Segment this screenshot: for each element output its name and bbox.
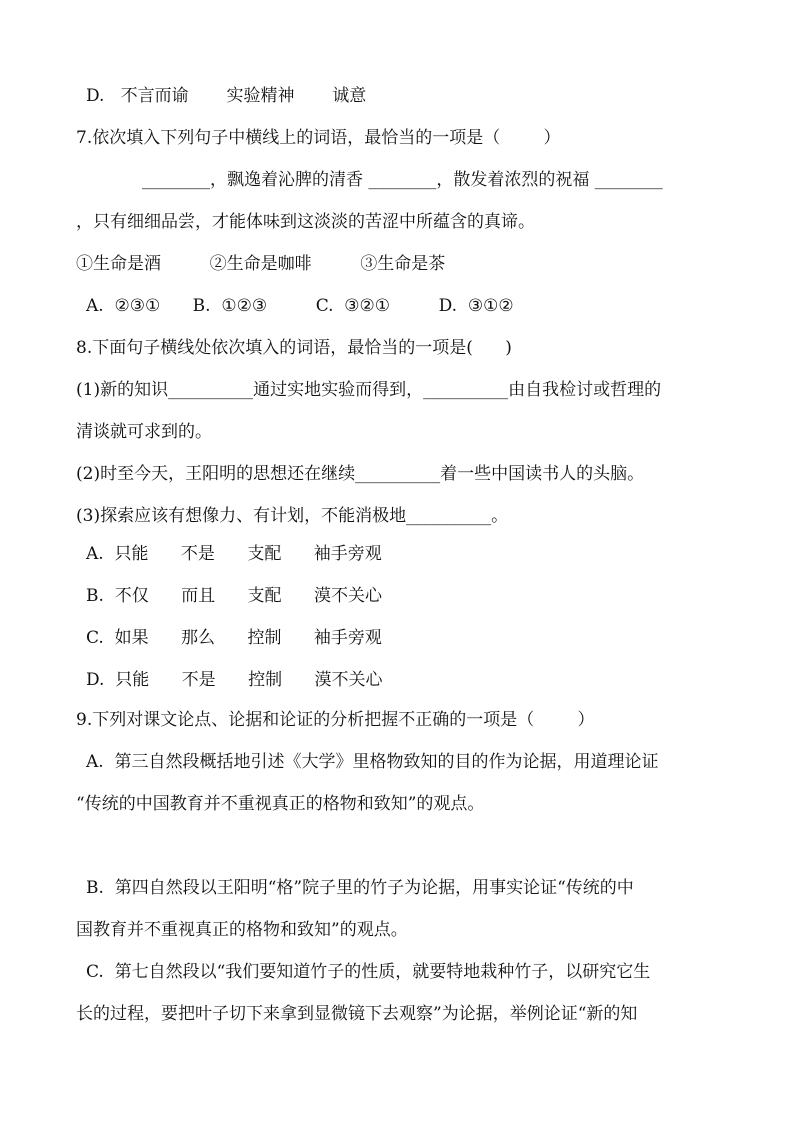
question-8-sentence-2: (2)时至今天，王阳明的思想还在继续__________着一些中国读书人的头脑。 bbox=[76, 464, 645, 484]
question-7-options: A. ②③① B. ①②③ C. ③②① D. ③①② bbox=[86, 296, 514, 316]
question-9-option-b-line-2: 国教育并不重视真正的格物和致知”的观点。 bbox=[76, 920, 408, 940]
question-9-option-a-line-1: A. 第三自然段概括地引述《大学》里格物致知的目的作为论据，用道理论证 bbox=[86, 752, 659, 772]
question-8-option-c: C. 如果 那么 控制 袖手旁观 bbox=[86, 628, 382, 648]
question-7-sentence-line-1: ________，飘逸着沁脾的清香 ________，散发着浓烈的祝福 ________ bbox=[142, 170, 663, 190]
question-8-sentence-1-line-1: (1)新的知识__________通过实地实验而得到，__________由自我检讨或哲理的 bbox=[76, 380, 662, 400]
question-9-option-b-line-1: B. 第四自然段以王阳明“格”院子里的竹子为论据，用事实论证“传统的中 bbox=[86, 878, 634, 898]
question-8-sentence-1-line-2: 清谈就可求到的。 bbox=[76, 422, 212, 442]
question-7-sentence-line-2: ，只有细细品尝，才能体味到这淡淡的苦涩中所蕴含的真谛。 bbox=[76, 212, 535, 232]
question-9-option-a-line-2: “传统的中国教育并不重视真正的格物和致知”的观点。 bbox=[76, 794, 485, 814]
question-9-option-c-line-2: 长的过程，要把叶子切下来拿到显微镜下去观察”为论据，举例论证“新的知 bbox=[76, 1004, 638, 1024]
question-9-stem: 9.下列对课文论点、论据和论证的分析把握不正确的一项是（ ） bbox=[76, 710, 595, 730]
previous-option-d: D. 不言而谕 实验精神 诚意 bbox=[86, 86, 367, 106]
question-7-choice-list: ①生命是酒 ②生命是咖啡 ③生命是茶 bbox=[76, 254, 446, 274]
question-8-option-b: B. 不仅 而且 支配 漠不关心 bbox=[86, 586, 382, 606]
question-8-stem: 8.下面句子横线处依次填入的词语，最恰当的一项是( ) bbox=[76, 338, 512, 358]
question-8-sentence-3: (3)探索应该有想像力、有计划，不能消极地__________。 bbox=[76, 506, 509, 526]
question-7-stem: 7.依次填入下列句子中横线上的词语，最恰当的一项是（ ） bbox=[76, 128, 561, 148]
question-9-option-c-line-1: C. 第七自然段以“我们要知道竹子的性质，就要特地栽种竹子，以研究它生 bbox=[86, 962, 651, 982]
question-8-option-d: D. 只能 不是 控制 漠不关心 bbox=[86, 670, 383, 690]
question-8-option-a: A. 只能 不是 支配 袖手旁观 bbox=[86, 544, 382, 564]
